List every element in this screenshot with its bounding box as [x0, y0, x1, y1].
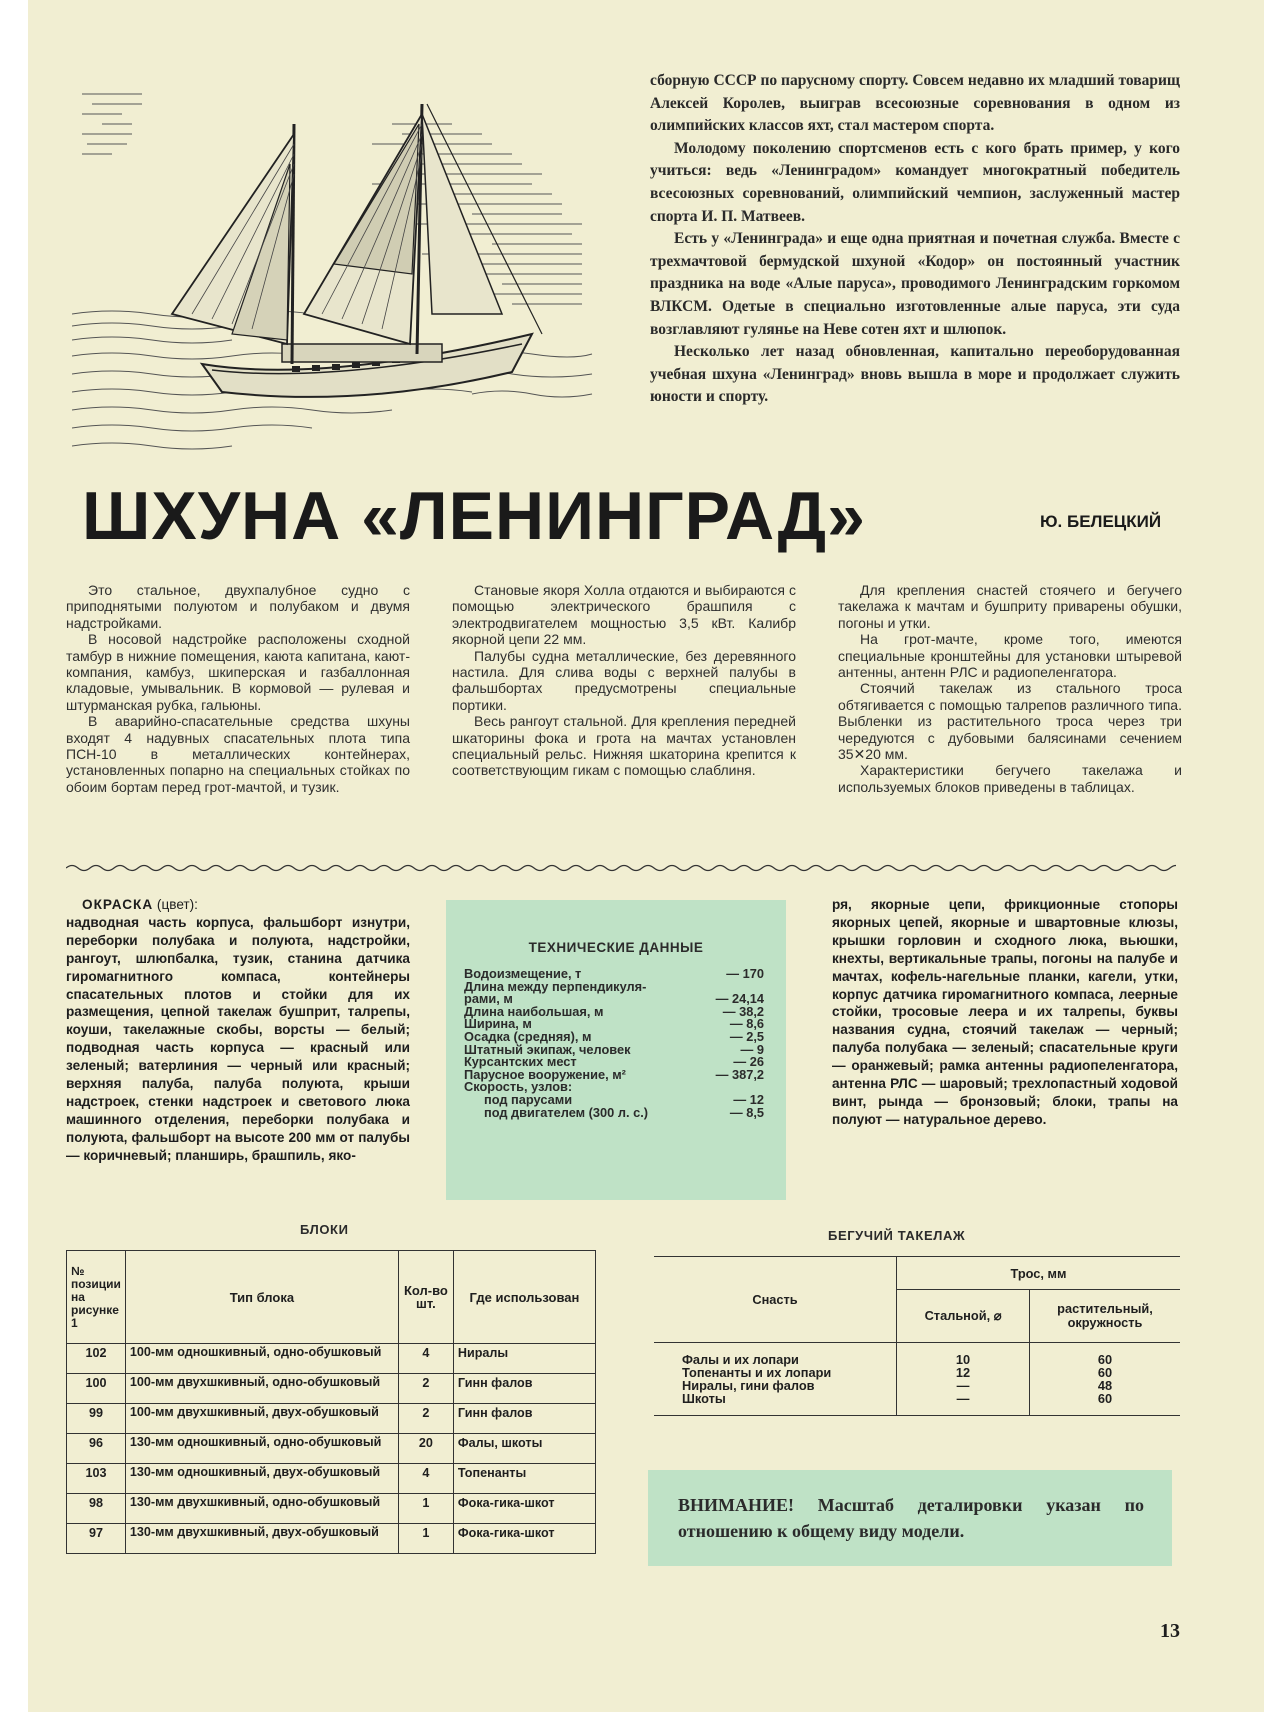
body-paragraph: Весь рангоут стальной. Для крепления передней шкаторины фока и грота на мачтах установлен специальный рельс. Нижняя шкаторина крепится к соответствующим гикам с помощью слаблиня. [452, 713, 796, 779]
tech-data-label: Курсантских мест [464, 1054, 577, 1070]
body-paragraph: На грот-мачте, кроме того, имеются специальные кронштейны для установки штыревой антенны, антенн РЛС и радиопеленгатора. [838, 631, 1182, 681]
blocks-cell-use: Ниралы [453, 1344, 595, 1374]
table-row [67, 1344, 596, 1374]
notice-box [648, 1470, 1172, 1566]
blocks-header-qty: Кол-во шт. [398, 1251, 453, 1344]
tech-data-label: рами, м [464, 991, 513, 1007]
body-paragraph: Для крепления снастей стоячего и бегучего такелажа к мачтам и бушприту приварены обушки, погоны и утки. [838, 582, 1182, 631]
paint-heading: ОКРАСКА [82, 897, 154, 912]
table-row [67, 1404, 596, 1434]
body-column-3 [838, 582, 1182, 795]
rigging-cell-steel: 12 [897, 1366, 1030, 1379]
tech-data-label: под парусами [484, 1091, 573, 1107]
table-row [67, 1374, 596, 1404]
tech-data-value: — 26 [733, 1054, 764, 1070]
blocks-header-no: № позиции на рисунке 1 [67, 1251, 126, 1344]
tech-data-label: Длина между перпендикуля- [464, 978, 647, 994]
blocks-cell-no: 99 [67, 1404, 126, 1434]
rigging-cell-name: Топенанты и их лопари [654, 1366, 897, 1379]
tech-data-value: — 170 [726, 966, 764, 981]
blocks-cell-type: 130-мм двухшкивный, одно-обушковый [125, 1494, 398, 1524]
body-paragraph: Это стальное, двухпалубное судно с приподнятыми полуютом и полубаком и двумя надстройками. [66, 582, 410, 631]
paint-text: надводная часть корпуса, фальшборт изнутри, переборки полубака и полуюта, надстройки, рангоут, шлюпбалка, тузик, станина датчика гиромагнитного компаса, контейнеры спасательных плотов и стойки для их размещения, цепной такелаж бушприт, талрепы, коуши, такелажные скобы, ворсты — белый; подводная часть корпуса — красный или зеленый; ватерлиния — черный или красный; верхняя палуба, палуба полуюта, крыши надстроек, стенки надстроек и светового люка машинного отделения, переборки полубака и полуюта, фальшборт на высоте 200 мм от палубы — коричневый; планширь, брашпиль, яко- [66, 914, 410, 1163]
rigging-cell-veg: 48 [1097, 1378, 1113, 1393]
body-column-1 [66, 582, 410, 795]
blocks-cell-no: 102 [67, 1344, 126, 1374]
article-title: ШХУНА «ЛЕНИНГРАД» [82, 478, 866, 554]
page-number: 13 [1160, 1620, 1180, 1642]
paint-heading-note: (цвет): [153, 897, 198, 912]
tech-data-value: — 12 [733, 1091, 764, 1107]
tech-data-label: Парусное вооружение, м² [464, 1066, 626, 1082]
blocks-cell-use: Гинн фалов [453, 1374, 595, 1404]
rigging-cell-steel: — [897, 1392, 1030, 1416]
rigging-table-body [654, 1343, 1180, 1416]
blocks-cell-no: 100 [67, 1374, 126, 1404]
rigging-header-tros: Трос, мм [897, 1257, 1181, 1290]
tech-data-label: Штатный экипаж, человек [464, 1041, 631, 1057]
intro-text [650, 70, 1180, 409]
blocks-cell-use: Топенанты [453, 1464, 595, 1494]
rigging-cell-veg: 60 [1097, 1352, 1113, 1367]
rigging-table [654, 1256, 1180, 1416]
blocks-cell-no: 96 [67, 1434, 126, 1464]
body-paragraph: В носовой надстройке расположены сходной тамбур в нижние помещения, каюта капитана, кают-компания, камбуз, шкиперская и газбаллонная кладовые, умывальник. В кормовой — рулевая и штурманская рубка, гальюны. [66, 631, 410, 713]
blocks-table [66, 1250, 596, 1554]
rigging-cell-steel: 10 [897, 1343, 1030, 1367]
paint-text: ря, якорные цепи, фрикционные стопоры якорных цепей, якорные и швартовные клюзы, крышки горловин и сходного люка, вьюшки, кнехты, вертикальные трапы, погоны на палубе и мачтах, кофель-нагельные планки, кагели, утки, корпус датчика гиромагнитного компаса, леерные стойки, тросовые леера и их талрепы, буквы названия судна, стоячий такелаж — черный; палуба полубака — зеленый; спасательные круги — оранжевый; рамка антенны радиопеленгатора, антенна РЛС — шаровый; трехлопастный ходовой винт, рында — бронзовый; блоки, трапы на полуют — натуральное дерево. [832, 897, 1178, 1127]
blocks-cell-use: Фока-гика-шкот [453, 1524, 595, 1554]
tech-data-value: — 24,14 [715, 991, 764, 1007]
blocks-cell-no: 103 [67, 1464, 126, 1494]
table-row [67, 1434, 596, 1464]
tech-data-value: — 9 [740, 1041, 764, 1057]
blocks-cell-type: 100-мм двухшкивный, одно-обушковый [125, 1374, 398, 1404]
table-row [67, 1494, 596, 1524]
blocks-cell-qty: 1 [398, 1494, 453, 1524]
intro-paragraph: Молодому поколению спортсменов есть с кого брать пример, у кого учиться: ведь «Ленинградом» командует многократный победитель всесоюзных соревнований, олимпийский чемпион, заслуженный мастер спорта И. П. Матвеев. [650, 139, 1180, 225]
tech-data-title: ТЕХНИЧЕСКИЕ ДАННЫЕ [528, 940, 704, 955]
rigging-header-veg: растительный, окружность [1030, 1290, 1181, 1343]
body-column-2 [452, 582, 796, 779]
rigging-cell-name: Ниралы, гини фалов [654, 1379, 897, 1392]
blocks-cell-type: 100-мм одношкивный, одно-обушковый [125, 1344, 398, 1374]
tech-data-label: под двигателем (300 л. с.) [484, 1104, 649, 1120]
tech-data-label: Ширина, м [464, 1016, 532, 1032]
body-paragraph: Палубы судна металлические, без деревянного настила. Для слива воды с верхней палубы в фальшбортах предусмотрены специальные портики. [452, 647, 796, 713]
blocks-cell-qty: 20 [398, 1434, 453, 1464]
tech-data-label: Осадка (средняя), м [464, 1028, 592, 1044]
body-paragraph: Характеристики бегучего такелажа и используемых блоков приведены в таблицах. [838, 762, 1182, 795]
table-row [654, 1343, 1180, 1367]
rigging-cell-veg: 60 [1097, 1365, 1113, 1380]
tech-data-row [464, 1104, 764, 1120]
tech-data-value: — 387,2 [715, 1066, 764, 1082]
rigging-cell-steel: — [897, 1379, 1030, 1392]
blocks-cell-no: 98 [67, 1494, 126, 1524]
tech-data-value: — 2,5 [729, 1028, 764, 1044]
paint-right-column [832, 896, 1178, 1129]
blocks-cell-no: 97 [67, 1524, 126, 1554]
paint-left-column [66, 896, 410, 1165]
tech-data-label: Длина наибольшая, м [464, 1003, 604, 1019]
wavy-divider [66, 862, 1176, 874]
blocks-cell-use: Фока-гика-шкот [453, 1494, 595, 1524]
blocks-header-use: Где использован [453, 1251, 595, 1344]
tech-data-value: — 8,5 [729, 1104, 764, 1120]
tech-data-label: Скорость, узлов: [464, 1079, 573, 1095]
rigging-header-steel: Стальной, ⌀ [897, 1290, 1030, 1343]
body-paragraph: Стоячий такелаж из стального троса обтягивается с помощью талрепов различного типа. Выбленки из растительного троса через три чередуются с дубовыми балясинами сечением 35✕20 мм. [838, 680, 1182, 763]
table-row [67, 1464, 596, 1494]
blocks-caption: БЛОКИ [300, 1222, 349, 1237]
blocks-cell-qty: 1 [398, 1524, 453, 1554]
blocks-cell-qty: 4 [398, 1344, 453, 1374]
blocks-header-type: Тип блока [125, 1251, 398, 1344]
blocks-cell-type: 130-мм одношкивный, одно-обушковый [125, 1434, 398, 1464]
blocks-table-body [67, 1344, 596, 1554]
schooner-illustration [72, 64, 600, 462]
intro-paragraph: Есть у «Ленинграда» и еще одна приятная и почетная служба. Вместе с трехмачтовой бермудской шхуной «Кодор» он постоянный участник праздника на воде «Алые паруса», проводимого Ленинградским горкомом ВЛКСМ. Одетые в специально изготовленные алые паруса, эти суда возглавляют гулянье на Неве сотен яхт и шлюпок. [650, 230, 1180, 338]
tech-data-rows [464, 968, 764, 1119]
tech-data-box [446, 900, 786, 1200]
table-row [67, 1524, 596, 1554]
tech-data-value: — 8,6 [729, 1016, 764, 1032]
rigging-header-snast: Снасть [654, 1257, 897, 1343]
table-row [654, 1392, 1180, 1416]
notice-text: ВНИМАНИЕ! Масштаб деталировки указан по отношению к общему виду модели. [678, 1495, 1144, 1541]
rigging-cell-veg: 60 [1030, 1392, 1181, 1416]
body-paragraph: Становые якоря Холла отдаются и выбираются с помощью электрического брашпиля с электродвигателем мощностью 3,5 кВт. Калибр якорной цепи 22 мм. [452, 582, 796, 648]
body-paragraph: В аварийно-спасательные средства шхуны входят 4 надувных спасательных плота типа ПСН-10 в металлических контейнерах, установленных попарно на специальных стойках по обоим бортам перед грот-мачтой, и тузик. [66, 713, 410, 795]
article-author: Ю. БЕЛЕЦКИЙ [1040, 512, 1162, 531]
intro-paragraph: сборную СССР по парусному спорту. Совсем недавно их младший товарищ Алексей Королев, выиграв всесоюзные соревнования в одном из олимпийских классов яхт, стал мастером спорта. [650, 72, 1180, 135]
tech-data-label: Водоизмещение, т [464, 966, 582, 981]
blocks-cell-type: 130-мм двухшкивный, двух-обушковый [125, 1524, 398, 1554]
rigging-caption: БЕГУЧИЙ ТАКЕЛАЖ [828, 1228, 966, 1243]
blocks-cell-type: 100-мм двухшкивный, двух-обушковый [125, 1404, 398, 1434]
blocks-cell-use: Фалы, шкоты [453, 1434, 595, 1464]
rigging-cell-name: Фалы и их лопари [654, 1343, 897, 1367]
rigging-cell-name: Шкоты [654, 1392, 897, 1416]
intro-paragraph: Несколько лет назад обновленная, капитально переоборудованная учебная шхуна «Ленинград» вновь вышла в море и продолжает служить юности и спорту. [650, 343, 1180, 406]
tech-data-value: — 38,2 [722, 1003, 764, 1019]
blocks-cell-qty: 2 [398, 1374, 453, 1404]
blocks-cell-qty: 2 [398, 1404, 453, 1434]
blocks-cell-qty: 4 [398, 1464, 453, 1494]
blocks-cell-type: 130-мм одношкивный, двух-обушковый [125, 1464, 398, 1494]
blocks-cell-use: Гинн фалов [453, 1404, 595, 1434]
